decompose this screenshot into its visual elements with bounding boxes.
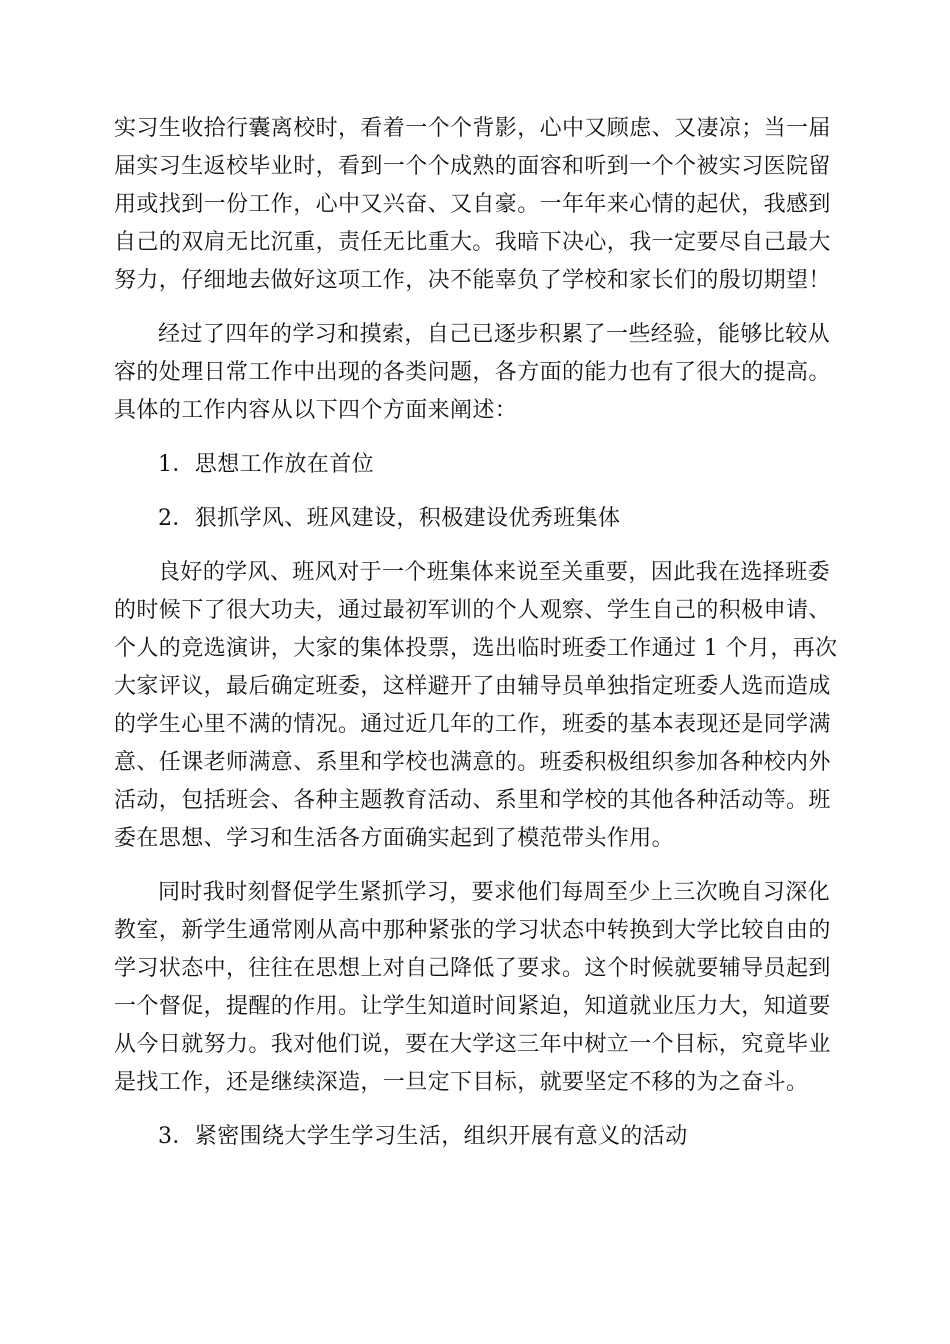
heading-line: 3．紧密围绕大学生学习生活，组织开展有意义的活动: [158, 1124, 688, 1149]
paragraph-line: 教室，新学生通常刚从高中那种紧张的学习状态中转换到大学比较自由的: [114, 918, 831, 943]
paragraph-3: [114, 554, 838, 858]
paragraph-line: 委在思想、学习和生活各方面确实起到了模范带头作用。: [114, 826, 675, 851]
paragraph-line: 一个督促，提醒的作用。让学生知道时间紧迫，知道就业压力大，知道要: [114, 994, 831, 1019]
paragraph-line: 的时候下了很大功夫，通过最初军训的个人观察、学生自己的积极申请、: [114, 598, 831, 623]
paragraph-line: 实习生收拾行囊离校时，看着一个个背影，心中又顾虑、又凄凉；当一届: [114, 116, 831, 141]
paragraph-line: 个人的竞选演讲，大家的集体投票，选出临时班委工作通过 1 个月，再次: [114, 636, 838, 661]
paragraph-line: 意、任课老师满意、系里和学校也满意的。班委积极组织参加各种校内外: [114, 750, 831, 775]
section-heading-2: [114, 500, 834, 538]
paragraph-line: 同时我时刻督促学生紧抓学习，要求他们每周至少上三次晚自习深化: [158, 880, 831, 905]
paragraph-1: [114, 110, 834, 300]
paragraph-line: 经过了四年的学习和摸索，自己已逐步积累了一些经验，能够比较从: [158, 322, 831, 347]
document-body: [114, 110, 838, 1156]
paragraph-4: [114, 874, 834, 1102]
section-heading-1: [114, 446, 834, 484]
paragraph-line: 用或找到一份工作，心中又兴奋、又自豪。一年年来心情的起伏，我感到: [114, 192, 831, 217]
heading-line: 1．思想工作放在首位: [158, 452, 374, 477]
paragraph-line: 届实习生返校毕业时，看到一个个成熟的面容和听到一个个被实习医院留: [114, 154, 831, 179]
paragraph-line: 学习状态中，往往在思想上对自己降低了要求。这个时候就要辅导员起到: [114, 956, 831, 981]
paragraph-line: 自己的双肩无比沉重，责任无比重大。我暗下决心，我一定要尽自己最大: [114, 230, 831, 255]
paragraph-line: 良好的学风、班风对于一个班集体来说至关重要，因此我在选择班委: [158, 560, 831, 585]
paragraph-line: 是找工作，还是继续深造，一旦定下目标，就要坚定不移的为之奋斗。: [114, 1070, 809, 1095]
paragraph-line: 的学生心里不满的情况。通过近几年的工作，班委的基本表现还是同学满: [114, 712, 831, 737]
paragraph-line: 大家评议，最后确定班委，这样避开了由辅导员单独指定班委人选而造成: [114, 674, 831, 699]
heading-line: 2．狠抓学风、班风建设，积极建设优秀班集体: [158, 506, 621, 531]
paragraph-line: 容的处理日常工作中出现的各类问题，各方面的能力也有了很大的提高。: [114, 360, 831, 385]
paragraph-line: 从今日就努力。我对他们说，要在大学这三年中树立一个目标，究竟毕业: [114, 1032, 831, 1057]
paragraph-line: 努力，仔细地去做好这项工作，决不能辜负了学校和家长们的殷切期望！: [114, 268, 831, 293]
paragraph-line: 活动，包括班会、各种主题教育活动、系里和学校的其他各种活动等。班: [114, 788, 831, 813]
paragraph-line: 具体的工作内容从以下四个方面来阐述：: [114, 398, 518, 423]
section-heading-3: [114, 1118, 834, 1156]
paragraph-2: [114, 316, 834, 430]
